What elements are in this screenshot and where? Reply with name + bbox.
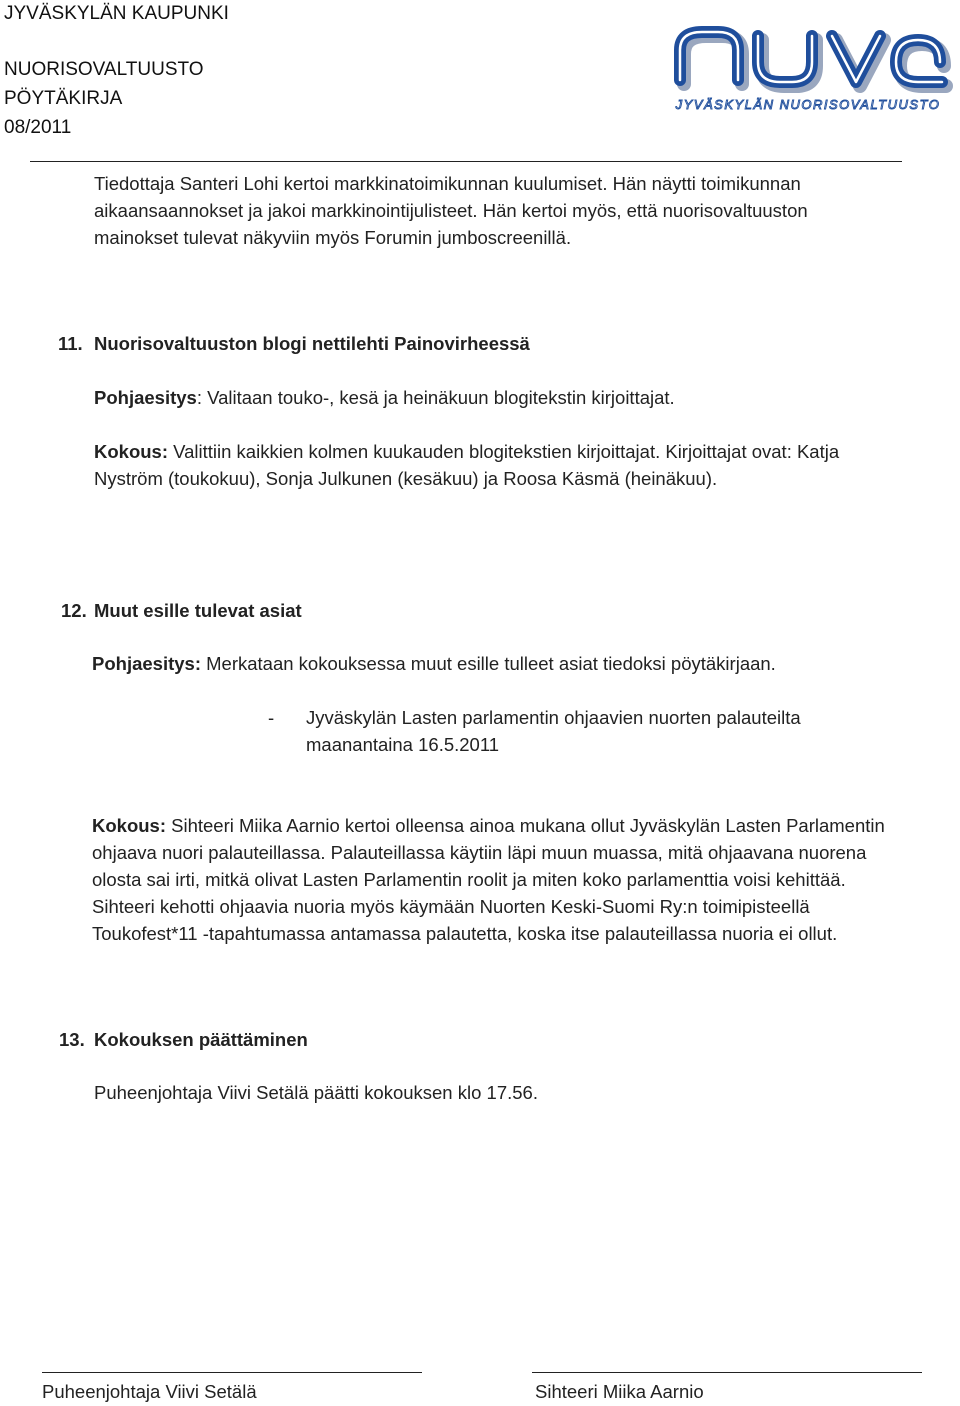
bullet-dash: - — [268, 707, 275, 728]
signature-line-right — [532, 1372, 922, 1373]
nuva-logo-graphic — [660, 10, 958, 118]
header-doc-type: PÖYTÄKIRJA — [4, 88, 123, 109]
signature-right: Sihteeri Miika Aarnio — [535, 1381, 704, 1402]
section-13-text: Puheenjohtaja Viivi Setälä päätti kokouksen klo 17.56. — [94, 1082, 538, 1103]
section-12-bullet — [306, 704, 801, 758]
meeting-line: ohjaava nuori palauteillassa. Palauteillassa käytiin läpi muun muassa, mitä ohjaavana nuorena — [92, 842, 867, 863]
proposal-label: Pohjaesitys — [94, 387, 197, 408]
signature-left: Puheenjohtaja Viivi Setälä — [42, 1381, 257, 1402]
intro-paragraph — [94, 170, 808, 251]
meeting-line: olosta sai irti, mitkä olivat Lasten Parlamentin roolit ja miten koko parlamenttia voisi kehittää. — [92, 869, 846, 890]
proposal-text: : Valitaan touko-, kesä ja heinäkuun blogitekstin kirjoittajat. — [196, 387, 675, 408]
header-rule — [30, 161, 902, 162]
intro-line: aikaansaannokset ja jakoi markkinointijulisteet. Hän kertoi myös, että nuorisovaltuuston — [94, 200, 808, 221]
bullet-line: Jyväskylän Lasten parlamentin ohjaavien nuorten palauteilta — [306, 707, 801, 728]
meeting-line: Nyström (toukokuu), Sonja Julkunen (kesäkuu) ja Roosa Käsmä (heinäkuu). — [94, 468, 718, 489]
section-13-title: Kokouksen päättäminen — [94, 1029, 308, 1050]
section-12-number: 12. — [61, 600, 87, 621]
meeting-line: Sihteeri kehotti ohjaavia nuoria myös käymään Nuorten Keski-Suomi Ry:n toimipisteellä — [92, 896, 810, 917]
meeting-line: Valittiin kaikkien kolmen kuukauden blogitekstien kirjoittajat. Kirjoittajat ovat: Katja — [168, 441, 840, 462]
intro-line: mainokset tulevat näkyviin myös Forumin jumboscreenillä. — [94, 227, 572, 248]
logo-tagline: JYVÄSKYLÄN NUORISOVALTUUSTO — [675, 97, 941, 112]
section-12-meeting — [92, 812, 885, 947]
nuva-logo — [660, 10, 958, 118]
header-city: JYVÄSKYLÄN KAUPUNKI — [4, 3, 229, 24]
proposal-text: Merkataan kokouksessa muut esille tulleet asiat tiedoksi pöytäkirjaan. — [201, 653, 776, 674]
meeting-label: Kokous: — [92, 815, 166, 836]
section-12-title: Muut esille tulevat asiat — [94, 600, 302, 621]
intro-line: Tiedottaja Santeri Lohi kertoi markkinatoimikunnan kuulumiset. Hän näytti toimikunnan — [94, 173, 801, 194]
header-organization: NUORISOVALTUUSTO — [4, 59, 204, 80]
meeting-line: Sihteeri Miika Aarnio kertoi olleensa ainoa mukana ollut Jyväskylän Lasten Parlamentin — [166, 815, 885, 836]
section-11-title: Nuorisovaltuuston blogi nettilehti Painovirheessä — [94, 333, 530, 354]
meeting-label: Kokous: — [94, 441, 168, 462]
header-doc-number: 08/2011 — [4, 117, 72, 138]
section-13-number: 13. — [59, 1029, 85, 1050]
signature-line-left — [42, 1372, 422, 1373]
proposal-label: Pohjaesitys: — [92, 653, 201, 674]
section-11-proposal — [94, 384, 675, 411]
bullet-line: maanantaina 16.5.2011 — [306, 734, 500, 755]
meeting-line: Toukofest*11 -tapahtumassa antamassa palautetta, koska itse palauteillassa nuoria ei ollut. — [92, 923, 838, 944]
section-12-proposal — [92, 650, 776, 677]
section-11-number: 11. — [58, 333, 83, 354]
section-11-meeting — [94, 438, 839, 492]
